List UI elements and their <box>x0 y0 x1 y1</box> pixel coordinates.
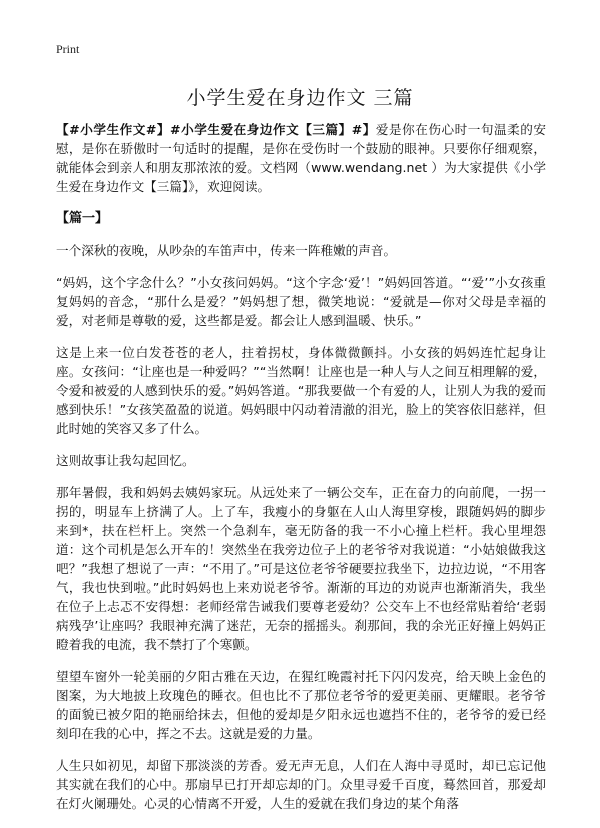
body-paragraph-6: 望望车窗外一轮美丽的夕阳古雅在天边，在猩红晚霞衬托下闪闪发亮，给天映上金色的图案，为大地披上玫瑰色的睡衣。但也比不了那位老爷爷的爱更美丽、更耀眼。老爷爷的面貌已被夕阳的艳丽给抹去，但他的爱却是夕阳永远也遮挡不住的，老爷爷的爱已经刻印在我的心中，挥之不去。这就是爱的力量。 <box>56 669 546 741</box>
body-paragraph-4: 这则故事让我勾起回忆。 <box>56 453 195 468</box>
intro-text: 爱是你在伤心时一句温柔的安慰，是你在骄傲时一句适时的提醒，是你在受伤时一个鼓励的眼神。只要你仔细观察，就能体会到亲人和朋友那浓浓的爱。文档网（www.wendang.net ）为大家提供《小学生爱在身边作文【三篇】》，欢迎阅读。 <box>56 122 546 194</box>
body-paragraph-1: 一个深秋的夜晚，从吵杂的车笛声中，传来一阵稚嫩的声音。 <box>56 243 397 258</box>
intro-paragraph <box>56 120 546 196</box>
print-label: Print <box>56 42 80 56</box>
document-body <box>56 120 546 826</box>
intro-bold-title: #小学生爱在身边作文【三篇】#】 <box>170 122 376 137</box>
body-paragraph-7: 人生只如初见，却留下那淡淡的芳香。爱无声无息，人们在人海中寻觅时，却已忘记他其实就在我们的心中。那扇早已打开却忘却的门。众里寻爱千百度，蓦然回首，那爱却在灯火阑珊处。心灵的心情离不开爱，人生的爱就在我们身边的某个角落 <box>56 758 546 811</box>
intro-bold-tag: 【#小学生作文#】 <box>56 122 171 137</box>
body-paragraph-2: “妈妈，这个字念什么？”小女孩问妈妈。“这个字念‘爱’！”妈妈回答道。“‘爱’”小女孩重复妈妈的音念，“那什么是爱？”妈妈想了想，微笑地说：“爱就是—你对父母是幸福的爱，对老师是尊敬的爱，这些都是爱。都会让人感到温暖、快乐。” <box>56 275 546 328</box>
section-heading: 【篇一】 <box>56 211 109 226</box>
body-paragraph-5: 那年暑假，我和妈妈去姨妈家玩。从远处来了一辆公交车，正在奋力的向前爬，一拐一拐的，明显车上挤满了人。上了车，我瘦小的身躯在人山人海里穿梭，跟随妈妈的脚步来到*，扶在栏杆上。突然一个急刹车，毫无防备的我一不小心撞上栏杆。我心里埋怨道：这个司机是怎么开车的！突然坐在我旁边位子上的老爷爷对我说道：“小姑娘做我这吧？”我想了想说了一声：“不用了。”可是这位老爷爷硬要拉我坐下，边拉边说，“不用客气，我也快到啦。”此时妈妈也上来劝说老爷爷。渐渐的耳边的劝说声也渐渐消失，我坐在位子上忐忑不安得想：老师经常告诫我们要尊老爱幼？公交车上不也经常贴着给‘老弱病残孕’让座吗？我眼神充满了迷茫，无奈的摇摇头。刹那间，我的余光正好撞上妈妈正瞪着我的电流，我不禁打了个寒颤。 <box>56 485 546 652</box>
document-title: 小学生爱在身边作文 三篇 <box>186 87 414 109</box>
body-paragraph-3: 这是上来一位白发苍苍的老人，拄着拐杖，身体微微颤抖。小女孩的妈妈连忙起身让座。女孩问：“让座也是一种爱吗？”“当然啊！让座也是一种人与人之间互相理解的爱，令爱和被爱的人感到快乐的爱。”妈妈答道。“那我要做一个有爱的人，让别人为我的爱而感到快乐！”女孩笑盈盈的说道。妈妈眼中闪动着清澈的泪光，脸上的笑容依旧慈祥，但此时她的笑容又多了什么。 <box>56 345 546 436</box>
